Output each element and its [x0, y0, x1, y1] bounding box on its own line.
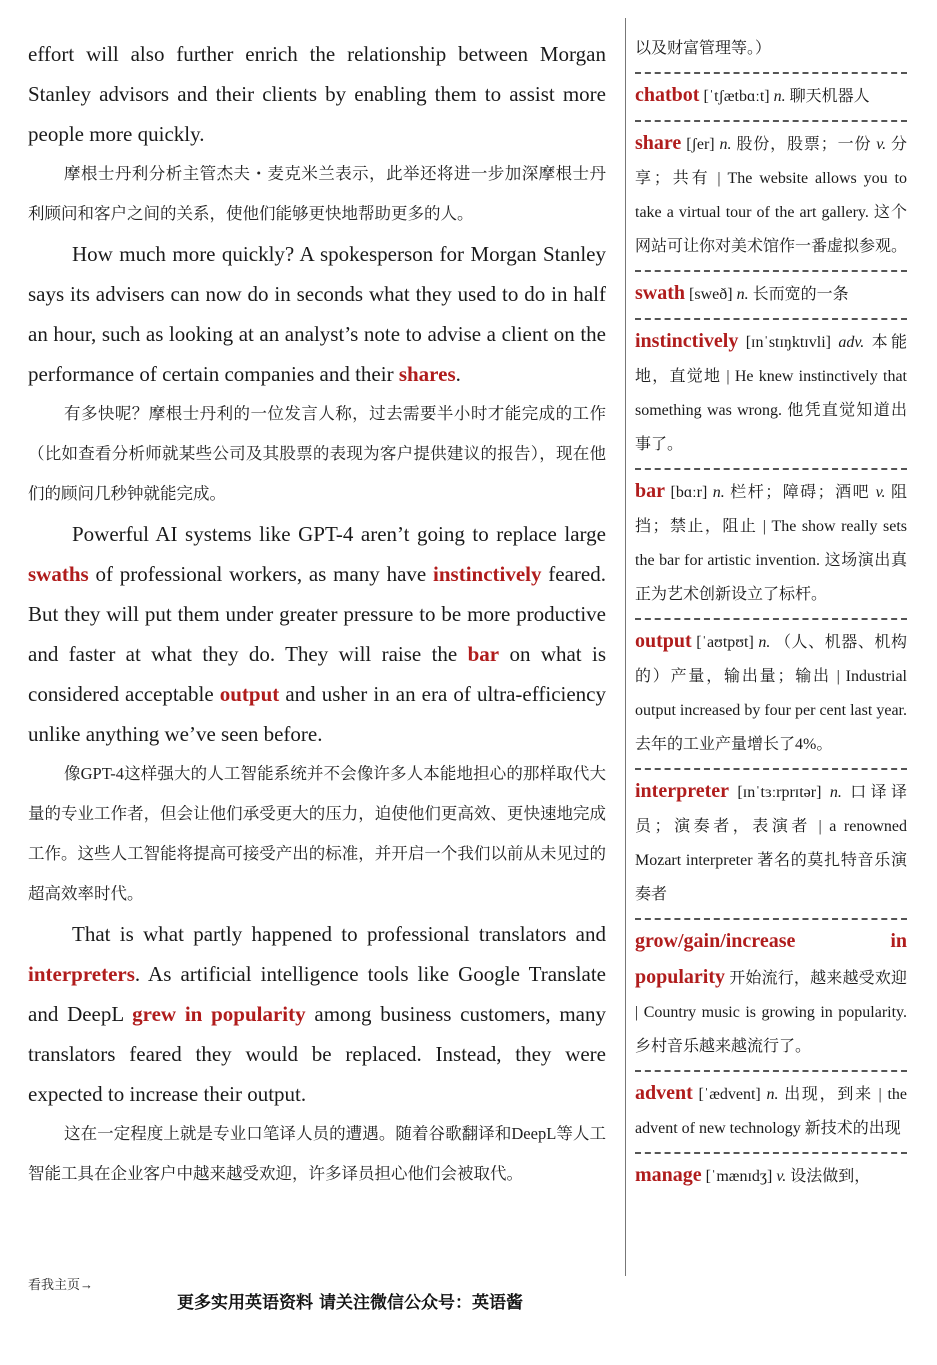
glossary-entry	[635, 920, 907, 1072]
article-body	[28, 34, 606, 1194]
keyword-interpreters: interpreters	[28, 962, 135, 986]
glossary-entry	[635, 272, 907, 320]
paragraph-1-english: effort will also further enrich the relationship between Morgan Stanley advisors and their clients by enabling them to assist more people more quickly.	[28, 42, 606, 146]
glossary-part-of-speech: adv.	[838, 334, 865, 351]
glossary-entry	[635, 74, 907, 122]
glossary-entry	[635, 1154, 907, 1200]
keyword-swaths: swaths	[28, 562, 89, 586]
glossary-phonetic: [ˈaʊtpʊt]	[696, 634, 754, 651]
paragraph-4-english	[28, 914, 606, 1114]
glossary-definition: 出现，到来 | the advent of new technology 新技术的出现	[635, 1086, 908, 1137]
glossary-definition: 长而宽的一条	[752, 286, 849, 303]
glossary-phonetic: [ɪnˈtɜːrprɪtər]	[737, 784, 822, 801]
glossary-definition: 栏杆；障碍；酒吧	[730, 484, 871, 501]
column-divider	[625, 18, 626, 1276]
paragraph-4-chinese: 这在一定程度上就是专业口笔译人员的遭遇。随着谷歌翻译和DeepL等人工智能工具在企业客户中越来越受欢迎，许多译员担心他们会被取代。	[28, 1124, 606, 1183]
glossary-top-text: 以及财富管理等。）	[635, 40, 772, 57]
glossary-definition: 分享；共有 | The website allows you to take a virtual tour of the art gallery. 这个网站可让你对美术馆作一番虚拟参观。	[635, 136, 908, 255]
text-segment: of professional workers, as many have	[88, 562, 434, 586]
glossary-continuation	[635, 28, 907, 74]
paragraph-3-english	[28, 514, 606, 754]
glossary-part-of-speech: n.	[766, 1086, 779, 1103]
glossary-part-of-speech: n.	[773, 88, 786, 105]
text-segment: and usher in an era of ultra-efficiency unlike anything we’ve seen before.	[28, 682, 606, 746]
glossary-part-of-speech: n.	[758, 634, 771, 651]
glossary-definition: 聊天机器人	[789, 88, 870, 105]
keyword-bar: bar	[467, 642, 500, 666]
glossary-definition: 本能地，直觉地 | He knew instinctively that something was wrong. 他凭直觉知道出事了。	[635, 334, 908, 453]
glossary-entry	[635, 770, 907, 920]
glossary-phonetic: [ˈmænɪdʒ]	[705, 1168, 773, 1185]
keyword-shares: shares	[398, 362, 456, 386]
glossary-phonetic: [sweð]	[689, 286, 733, 303]
glossary-entry	[635, 620, 907, 770]
text-segment: Powerful AI systems like GPT-4 aren’t going to replace large	[72, 522, 606, 546]
glossary-part-of-speech: v.	[875, 484, 886, 501]
promo-banner: 更多实用英语资料 请关注微信公众号：英语酱	[177, 1293, 523, 1313]
glossary-part-of-speech: n.	[719, 136, 732, 153]
text-segment: feared. But they will put them under greater pressure to be more productive and faster at what they do. They will raise the	[28, 562, 606, 666]
keyword-grew-in-popularity: grew in popularity	[132, 1002, 306, 1026]
glossary-entry	[635, 1072, 907, 1154]
glossary-headword: swath	[635, 282, 686, 304]
keyword-output: output	[219, 682, 280, 706]
glossary-definition: 开始流行，越来越受欢迎 | Country music is growing in popularity. 乡村音乐越来越流行了。	[635, 970, 907, 1055]
paragraph-2-chinese: 有多快呢？摩根士丹利的一位发言人称，过去需要半小时才能完成的工作（比如查看分析师就某些公司及其股票的表现为客户提供建议的报告），现在他们的顾问几秒钟就能完成。	[28, 404, 606, 503]
glossary-headword: output	[635, 630, 692, 652]
glossary-part-of-speech: n.	[712, 484, 725, 501]
glossary-entries	[635, 74, 907, 1200]
glossary-headword: manage	[635, 1164, 702, 1186]
glossary-definition: 阻挡；禁止，阻止 | The show really sets the bar for artistic invention. 这场演出真正为艺术创新设立了标杆。	[635, 484, 908, 603]
glossary-entry	[635, 320, 907, 470]
glossary-phonetic: [ɪnˈstɪŋktɪvli]	[745, 334, 831, 351]
text-segment: . As artificial intelligence tools like Google Translate and DeepL	[28, 962, 606, 1026]
paragraph-3-chinese: 像GPT-4这样强大的人工智能系统并不会像许多人本能地担心的那样取代大量的专业工作者，但会让他们承受更大的压力，迫使他们更高效、更快速地完成工作。这些人工智能将提高可接受产出的标准，并开启一个我们以前从未见过的超高效率时代。	[28, 764, 606, 903]
glossary-phonetic: [bɑːr]	[670, 484, 708, 501]
keyword-instinctively: instinctively	[433, 562, 542, 586]
glossary-phonetic: [ʃer]	[686, 136, 715, 153]
glossary-headword: chatbot	[635, 84, 700, 106]
glossary-definition: （人、机器、机构的）产量，输出量；输出 | Industrial output increased by four per cent last year. 去年的工业产量增长了4%。	[635, 634, 907, 753]
text-segment: among business customers, many translators feared they would be replaced. Instead, they were expected to increase their output.	[28, 1002, 606, 1106]
glossary-headword: bar	[635, 480, 665, 502]
text-segment: on what is considered acceptable	[28, 642, 606, 706]
glossary-entry	[635, 122, 907, 272]
text-segment: .	[455, 362, 461, 386]
glossary-headword: advent	[635, 1082, 693, 1104]
vocabulary-glossary	[635, 28, 907, 1200]
glossary-definition: 股份，股票；一份	[736, 136, 872, 153]
text-segment: That is what partly happened to professional translators and	[72, 922, 606, 946]
glossary-part-of-speech: n.	[736, 286, 749, 303]
glossary-entry	[635, 470, 907, 620]
glossary-headword: instinctively	[635, 330, 739, 352]
text-segment: How much more quickly? A spokesperson for Morgan Stanley says its advisers can now do in seconds what they used to do in half an hour, such as looking at an analyst’s note to advise a client on the performance of certain companies and their	[28, 242, 606, 386]
glossary-headword: share	[635, 132, 682, 154]
homepage-link[interactable]: 看我主页→	[28, 1277, 94, 1292]
glossary-phonetic: [ˈtʃætbɑːt]	[703, 88, 770, 105]
paragraph-2-english	[28, 234, 606, 394]
glossary-part-of-speech: v.	[776, 1168, 787, 1185]
glossary-part-of-speech: n.	[829, 784, 842, 801]
glossary-part-of-speech: v.	[876, 136, 887, 153]
glossary-definition: 设法做到，	[790, 1168, 871, 1185]
paragraph-1-chinese: 摩根士丹利分析主管杰夫・麦克米兰表示，此举还将进一步加深摩根士丹利顾问和客户之间的关系，使他们能够更快地帮助更多的人。	[28, 164, 606, 223]
glossary-phonetic: [ˈædvent]	[698, 1086, 761, 1103]
glossary-headword: grow/gain/increase in popularity	[635, 930, 907, 988]
glossary-headword: interpreter	[635, 780, 730, 802]
glossary-definition: 口译译员；演奏者，表演者 | a renowned Mozart interpreter 著名的莫扎特音乐演奏者	[635, 784, 907, 903]
